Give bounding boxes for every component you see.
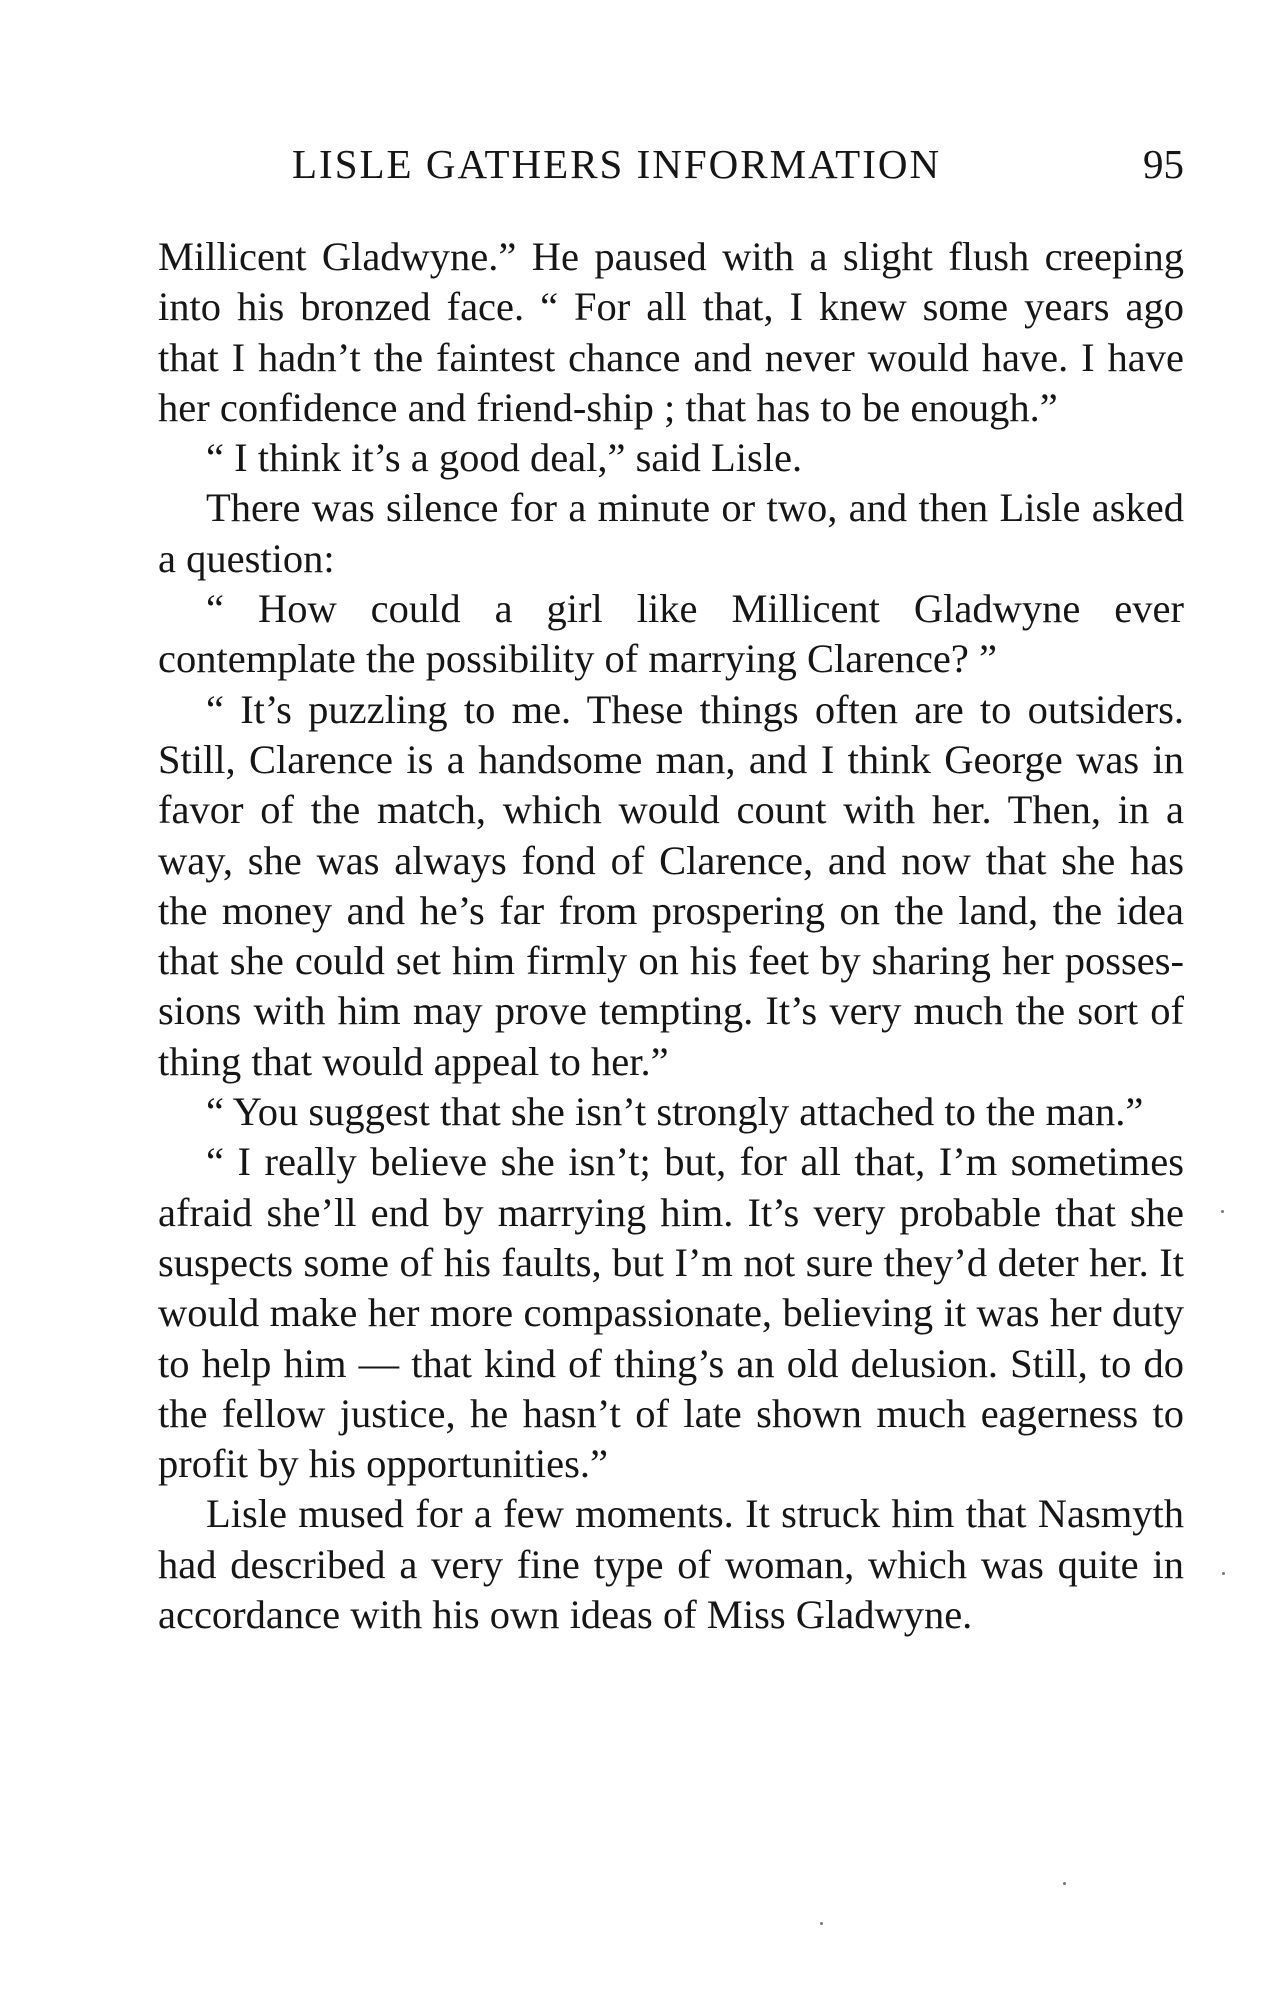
page-number: 95 bbox=[1143, 141, 1184, 187]
paragraph: There was silence for a minute or two, and then Lisle asked a question: bbox=[158, 485, 1184, 581]
running-header bbox=[158, 140, 1184, 200]
paragraph: “ I think it’s a good deal,” said Lisle. bbox=[206, 435, 803, 481]
print-speck bbox=[820, 1922, 823, 1925]
running-title: LISLE GATHERS INFORMATION bbox=[292, 141, 942, 187]
paragraph: “ How could a girl like Millicent Gladwyne ever contemplate the possibility of marrying Clarence? ” bbox=[158, 586, 1184, 682]
paragraph: “ It’s puzzling to me. These things often are to outsiders. Still, Clarence is a handsome man, and I think George was in favor of the match, which would count with her. Then, in a way, she was always fond of Clarence, and now that she has the money and he’s far from prospering on the land, the idea that she could set him firmly on his feet by sharing her posses-sions with him may prove tempting. It’s very much the sort of thing that would appeal to her.” bbox=[158, 686, 1184, 1084]
print-speck bbox=[1221, 1210, 1224, 1213]
paragraph: “ I really believe she isn’t; but, for all that, I’m sometimes afraid she’ll end by marrying him. It’s very probable that she suspects some of his faults, but I’m not sure they’d deter her. It would make her more compassionate, believing it was her duty to help him — that kind of thing’s an old delusion. Still, to do the fellow justice, he hasn’t of late shown much eagerness to profit by his opportunities.” bbox=[158, 1139, 1184, 1487]
body-text bbox=[158, 232, 1184, 1640]
print-speck bbox=[1222, 1572, 1225, 1575]
print-speck bbox=[1063, 1882, 1066, 1885]
paragraph: Lisle mused for a few moments. It struck him that Nasmyth had described a very fine type of woman, which was quite in accordance with his own ideas of Miss Gladwyne. bbox=[158, 1491, 1184, 1638]
paragraph-continuation: Millicent Gladwyne.” He paused with a slight flush creeping into his bronzed face. “ For all that, I knew some years ago that I hadn’t the faintest chance and never would have. I have her confidence and friend-ship ; that has to be enough.” bbox=[158, 234, 1184, 430]
paragraph: “ You suggest that she isn’t strongly attached to the man.” bbox=[206, 1089, 1144, 1135]
